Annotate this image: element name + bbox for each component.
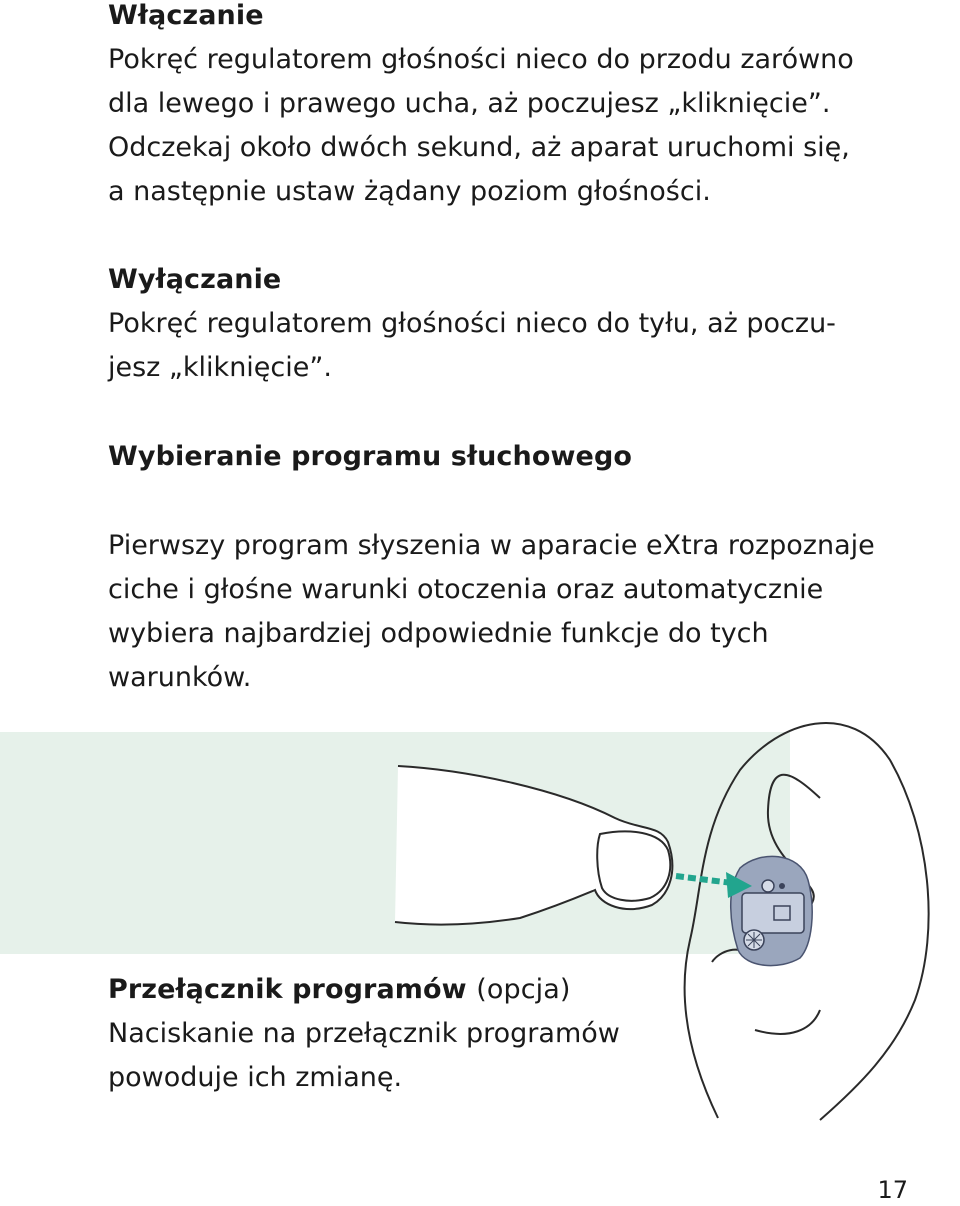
- section-program-switch: [108, 968, 620, 1100]
- ear-lobe: [755, 1010, 820, 1034]
- turn-off-heading: Wyłączanie: [108, 264, 282, 295]
- program-switch-optional-note: (opcja): [476, 974, 571, 1005]
- program-switch: [762, 880, 774, 892]
- program-switch-heading: [108, 968, 620, 1012]
- turn-on-heading: Włączanie: [108, 0, 264, 31]
- page-number: 17: [877, 1176, 908, 1204]
- section-turn-off: [108, 258, 836, 390]
- microphone-port: [779, 883, 785, 889]
- section-turn-on: [108, 0, 854, 214]
- program-select-heading: Wybieranie programu słuchowego: [108, 441, 633, 472]
- background-band: [0, 732, 790, 954]
- section-program-select: [108, 435, 632, 479]
- program-switch-text: Naciskanie na przełącznik programów powoduje ich zmianę.: [108, 1018, 620, 1093]
- battery-door: [742, 893, 804, 933]
- turn-off-text: Pokręć regulatorem głośności nieco do tyłu, aż poczu- jesz „kliknięcie”.: [108, 308, 836, 383]
- program-select-text: Pierwszy program słyszenia w aparacie eXtra rozpoznaje ciche i głośne warunki otoczenia oraz automatycznie wybiera najbardziej odpowiednie funkcje do tych warunków.: [108, 530, 875, 693]
- section-program-select-body: [108, 524, 875, 700]
- turn-on-text: Pokręć regulatorem głośności nieco do przodu zarówno dla lewego i prawego ucha, aż poczujesz „kliknięcie”. Odczekaj około dwóch sekund, aż aparat uruchomi się, a następnie ustaw żądany poziom głośności.: [108, 44, 854, 207]
- finger-nail: [597, 831, 670, 900]
- program-switch-title: Przełącznik programów: [108, 974, 467, 1005]
- volume-wheel-ridges: [746, 932, 762, 948]
